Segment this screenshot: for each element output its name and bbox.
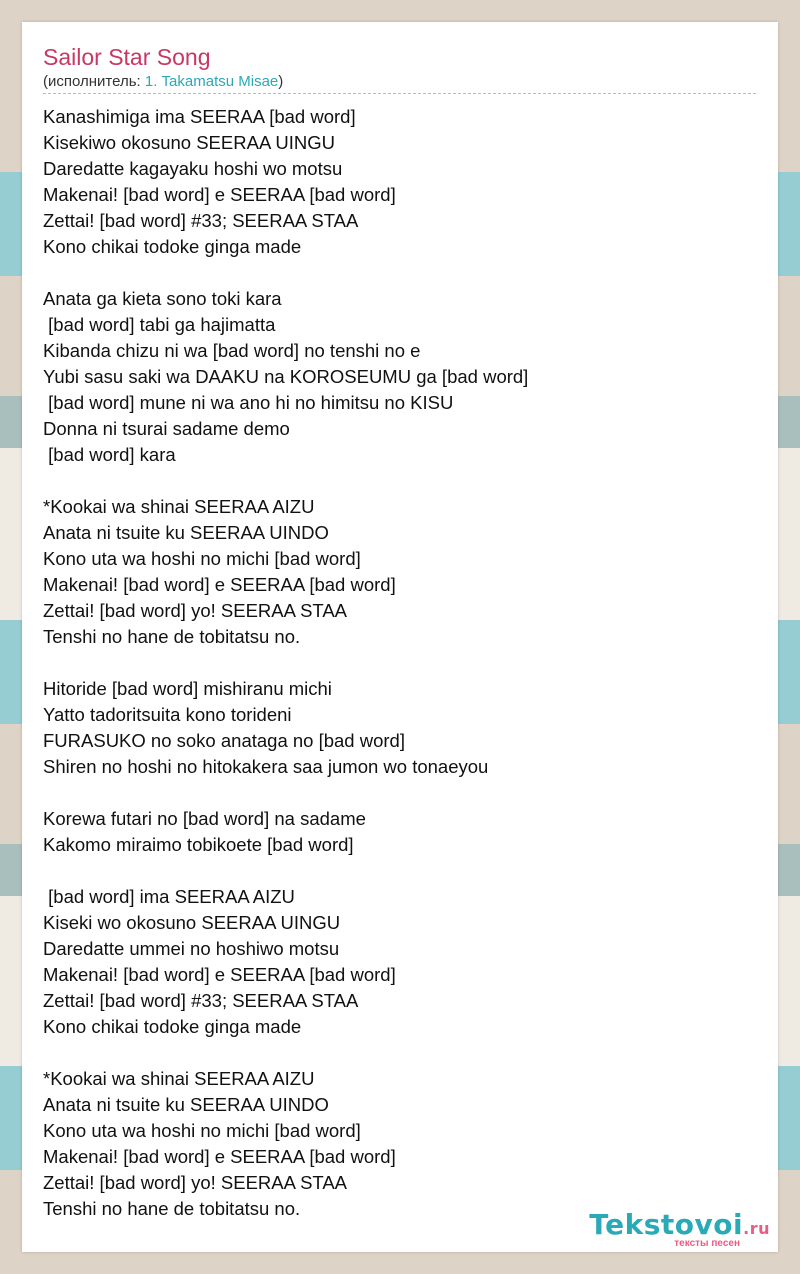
lyric-line: Tenshi no hane de tobitatsu no. bbox=[43, 1198, 301, 1219]
lyric-line: Hitoride [bad word] mishiranu michi bbox=[43, 678, 332, 699]
logo-tld: .ru bbox=[743, 1219, 770, 1238]
lyrics-body bbox=[43, 104, 756, 1222]
lyric-line: Zettai! [bad word] #33; SEERAA STAA bbox=[43, 990, 359, 1011]
lyric-line: FURASUKO no soko anataga no [bad word] bbox=[43, 730, 405, 751]
lyric-line: Yatto tadoritsuita kono torideni bbox=[43, 704, 292, 725]
lyric-line: Kono chikai todoke ginga made bbox=[43, 1016, 302, 1037]
logo-name: Tekstovoi bbox=[589, 1208, 744, 1241]
artist-link[interactable]: 1. Takamatsu Misae bbox=[144, 73, 279, 90]
lyric-line: Makenai! [bad word] e SEERAA [bad word] bbox=[43, 184, 396, 205]
artist-prefix: (исполнитель: bbox=[43, 73, 145, 90]
lyric-line: Anata ni tsuite ku SEERAA UINDO bbox=[43, 1094, 329, 1115]
site-logo[interactable] bbox=[589, 1210, 770, 1250]
lyric-line bbox=[43, 858, 756, 884]
lyric-line: Daredatte kagayaku hoshi wo motsu bbox=[43, 158, 343, 179]
lyric-line: Daredatte ummei no hoshiwo motsu bbox=[43, 938, 340, 959]
lyric-line: Shiren no hoshi no hitokakera saa jumon wo tonaeyou bbox=[43, 756, 489, 777]
lyric-line: Kisekiwo okosuno SEERAA UINGU bbox=[43, 132, 336, 153]
lyric-line bbox=[43, 468, 756, 494]
lyric-line: Yubi sasu saki wa DAAKU na KOROSEUMU ga [bad word] bbox=[43, 366, 529, 387]
lyric-line: Kanashimiga ima SEERAA [bad word] bbox=[43, 106, 356, 127]
lyric-line bbox=[43, 1040, 756, 1066]
lyric-line: Makenai! [bad word] e SEERAA [bad word] bbox=[43, 964, 396, 985]
lyric-line: *Kookai wa shinai SEERAA AIZU bbox=[43, 1068, 315, 1089]
lyric-line: Tenshi no hane de tobitatsu no. bbox=[43, 626, 301, 647]
lyric-line: Kiseki wo okosuno SEERAA UINGU bbox=[43, 912, 341, 933]
logo-tagline: тексты песен bbox=[674, 1238, 740, 1249]
lyric-line: [bad word] mune ni wa ano hi no himitsu no KISU bbox=[43, 392, 454, 413]
divider bbox=[43, 93, 756, 94]
lyric-line: Makenai! [bad word] e SEERAA [bad word] bbox=[43, 574, 396, 595]
lyric-line: Kono uta wa hoshi no michi [bad word] bbox=[43, 548, 361, 569]
lyric-line: Kakomo miraimo tobikoete [bad word] bbox=[43, 834, 354, 855]
lyric-line: Anata ni tsuite ku SEERAA UINDO bbox=[43, 522, 329, 543]
lyric-line: Zettai! [bad word] yo! SEERAA STAA bbox=[43, 1172, 348, 1193]
lyric-line bbox=[43, 780, 756, 806]
lyric-line bbox=[43, 260, 756, 286]
lyric-line: Kono uta wa hoshi no michi [bad word] bbox=[43, 1120, 361, 1141]
lyric-line: *Kookai wa shinai SEERAA AIZU bbox=[43, 496, 315, 517]
lyric-line: Kono chikai todoke ginga made bbox=[43, 236, 302, 257]
lyrics-card bbox=[22, 22, 778, 1252]
lyric-line: Korewa futari no [bad word] na sadame bbox=[43, 808, 366, 829]
lyric-line: [bad word] ima SEERAA AIZU bbox=[43, 886, 295, 907]
lyric-line: Donna ni tsurai sadame demo bbox=[43, 418, 290, 439]
artist-suffix: ) bbox=[278, 73, 284, 90]
artist-line bbox=[43, 73, 283, 91]
lyric-line: Zettai! [bad word] yo! SEERAA STAA bbox=[43, 600, 348, 621]
lyric-line: Makenai! [bad word] e SEERAA [bad word] bbox=[43, 1146, 396, 1167]
lyric-line: Kibanda chizu ni wa [bad word] no tenshi no e bbox=[43, 340, 421, 361]
song-title: Sailor Star Song bbox=[43, 44, 211, 70]
lyric-line: [bad word] kara bbox=[43, 444, 176, 465]
lyric-line: Anata ga kieta sono toki kara bbox=[43, 288, 282, 309]
lyric-line: Zettai! [bad word] #33; SEERAA STAA bbox=[43, 210, 359, 231]
lyric-line bbox=[43, 650, 756, 676]
lyric-line: [bad word] tabi ga hajimatta bbox=[43, 314, 276, 335]
